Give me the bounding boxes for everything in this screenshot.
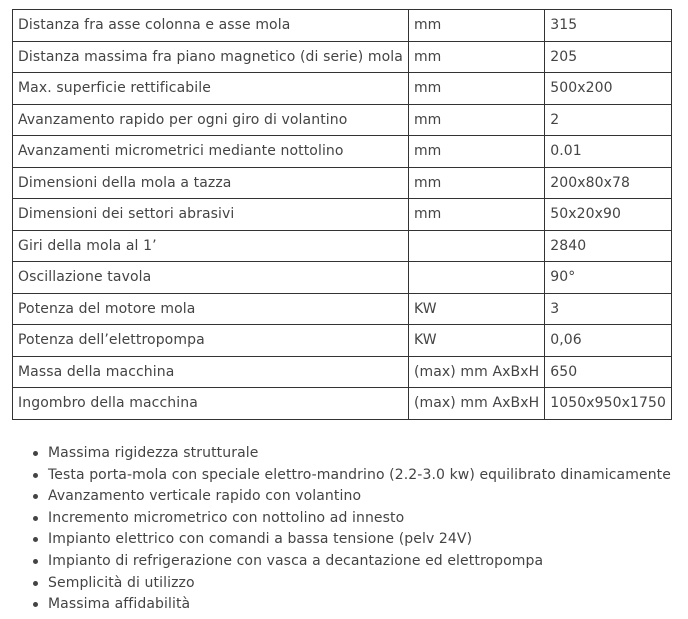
spec-unit: mm <box>408 136 544 168</box>
spec-name: Oscillazione tavola <box>13 262 409 294</box>
spec-value: 1050x950x1750 <box>545 388 672 420</box>
spec-value: 500x200 <box>545 73 672 105</box>
spec-name: Massa della macchina <box>13 356 409 388</box>
spec-unit: (max) mm AxBxH <box>408 356 544 388</box>
bullet-icon <box>33 473 38 478</box>
spec-row-superficie <box>13 73 672 105</box>
list-item <box>48 443 671 465</box>
feature-text: Semplicità di utilizzo <box>48 574 195 591</box>
spec-unit: KW <box>408 293 544 325</box>
spec-name: Potenza dell’elettropompa <box>13 325 409 357</box>
spec-row-avanzamento-rapido <box>13 104 672 136</box>
spec-value: 2 <box>545 104 672 136</box>
list-item <box>48 508 671 530</box>
spec-name: Dimensioni dei settori abrasivi <box>13 199 409 231</box>
list-item <box>48 486 671 508</box>
spec-row-dimensioni-mola <box>13 167 672 199</box>
list-item <box>48 551 671 573</box>
spec-name: Avanzamenti micrometrici mediante nottolino <box>13 136 409 168</box>
spec-name: Max. superficie rettificabile <box>13 73 409 105</box>
list-item <box>48 529 671 551</box>
list-item <box>48 573 671 595</box>
spec-value: 0,06 <box>545 325 672 357</box>
spec-unit: mm <box>408 10 544 42</box>
spec-row-massa <box>13 356 672 388</box>
spec-name: Ingombro della macchina <box>13 388 409 420</box>
spec-unit: KW <box>408 325 544 357</box>
spec-value: 0.01 <box>545 136 672 168</box>
feature-text: Impianto di refrigerazione con vasca a decantazione ed elettropompa <box>48 552 544 569</box>
specifications-table <box>12 9 672 420</box>
spec-row-dimensioni-settori <box>13 199 672 231</box>
spec-row-distanza-asse <box>13 10 672 42</box>
spec-value: 50x20x90 <box>545 199 672 231</box>
feature-text: Massima affidabilità <box>48 596 191 613</box>
features-list <box>0 443 671 616</box>
spec-row-potenza-elettropompa <box>13 325 672 357</box>
spec-unit <box>408 230 544 262</box>
spec-value: 650 <box>545 356 672 388</box>
bullet-icon <box>33 559 38 564</box>
spec-name: Distanza massima fra piano magnetico (di serie) mola <box>13 41 409 73</box>
spec-value: 2840 <box>545 230 672 262</box>
spec-name: Giri della mola al 1’ <box>13 230 409 262</box>
list-item <box>48 594 671 616</box>
spec-row-ingombro <box>13 388 672 420</box>
feature-text: Incremento micrometrico con nottolino ad innesto <box>48 509 405 526</box>
feature-text: Impianto elettrico con comandi a bassa tensione (pelv 24V) <box>48 531 473 548</box>
spec-unit: mm <box>408 41 544 73</box>
bullet-icon <box>33 494 38 499</box>
spec-value: 90° <box>545 262 672 294</box>
spec-name: Avanzamento rapido per ogni giro di volantino <box>13 104 409 136</box>
spec-row-distanza-piano <box>13 41 672 73</box>
spec-value: 200x80x78 <box>545 167 672 199</box>
bullet-icon <box>33 602 38 607</box>
spec-unit: (max) mm AxBxH <box>408 388 544 420</box>
feature-text: Testa porta-mola con speciale elettro-mandrino (2.2-3.0 kw) equilibrato dinamicamente <box>48 466 671 483</box>
feature-text: Massima rigidezza strutturale <box>48 445 259 461</box>
spec-value: 315 <box>545 10 672 42</box>
spec-value: 205 <box>545 41 672 73</box>
bullet-icon <box>33 451 38 456</box>
feature-text: Avanzamento verticale rapido con volantino <box>48 488 362 505</box>
spec-value: 3 <box>545 293 672 325</box>
spec-row-oscillazione <box>13 262 672 294</box>
list-item <box>48 465 671 487</box>
spec-row-avanzamenti-micrometrici <box>13 136 672 168</box>
spec-name: Potenza del motore mola <box>13 293 409 325</box>
spec-unit <box>408 262 544 294</box>
bullet-icon <box>33 581 38 586</box>
spec-unit: mm <box>408 73 544 105</box>
bullet-icon <box>33 516 38 521</box>
spec-row-giri-mola <box>13 230 672 262</box>
spec-name: Dimensioni della mola a tazza <box>13 167 409 199</box>
spec-unit: mm <box>408 104 544 136</box>
bullet-icon <box>33 537 38 542</box>
spec-row-potenza-motore <box>13 293 672 325</box>
spec-name: Distanza fra asse colonna e asse mola <box>13 10 409 42</box>
spec-unit: mm <box>408 199 544 231</box>
spec-unit: mm <box>408 167 544 199</box>
